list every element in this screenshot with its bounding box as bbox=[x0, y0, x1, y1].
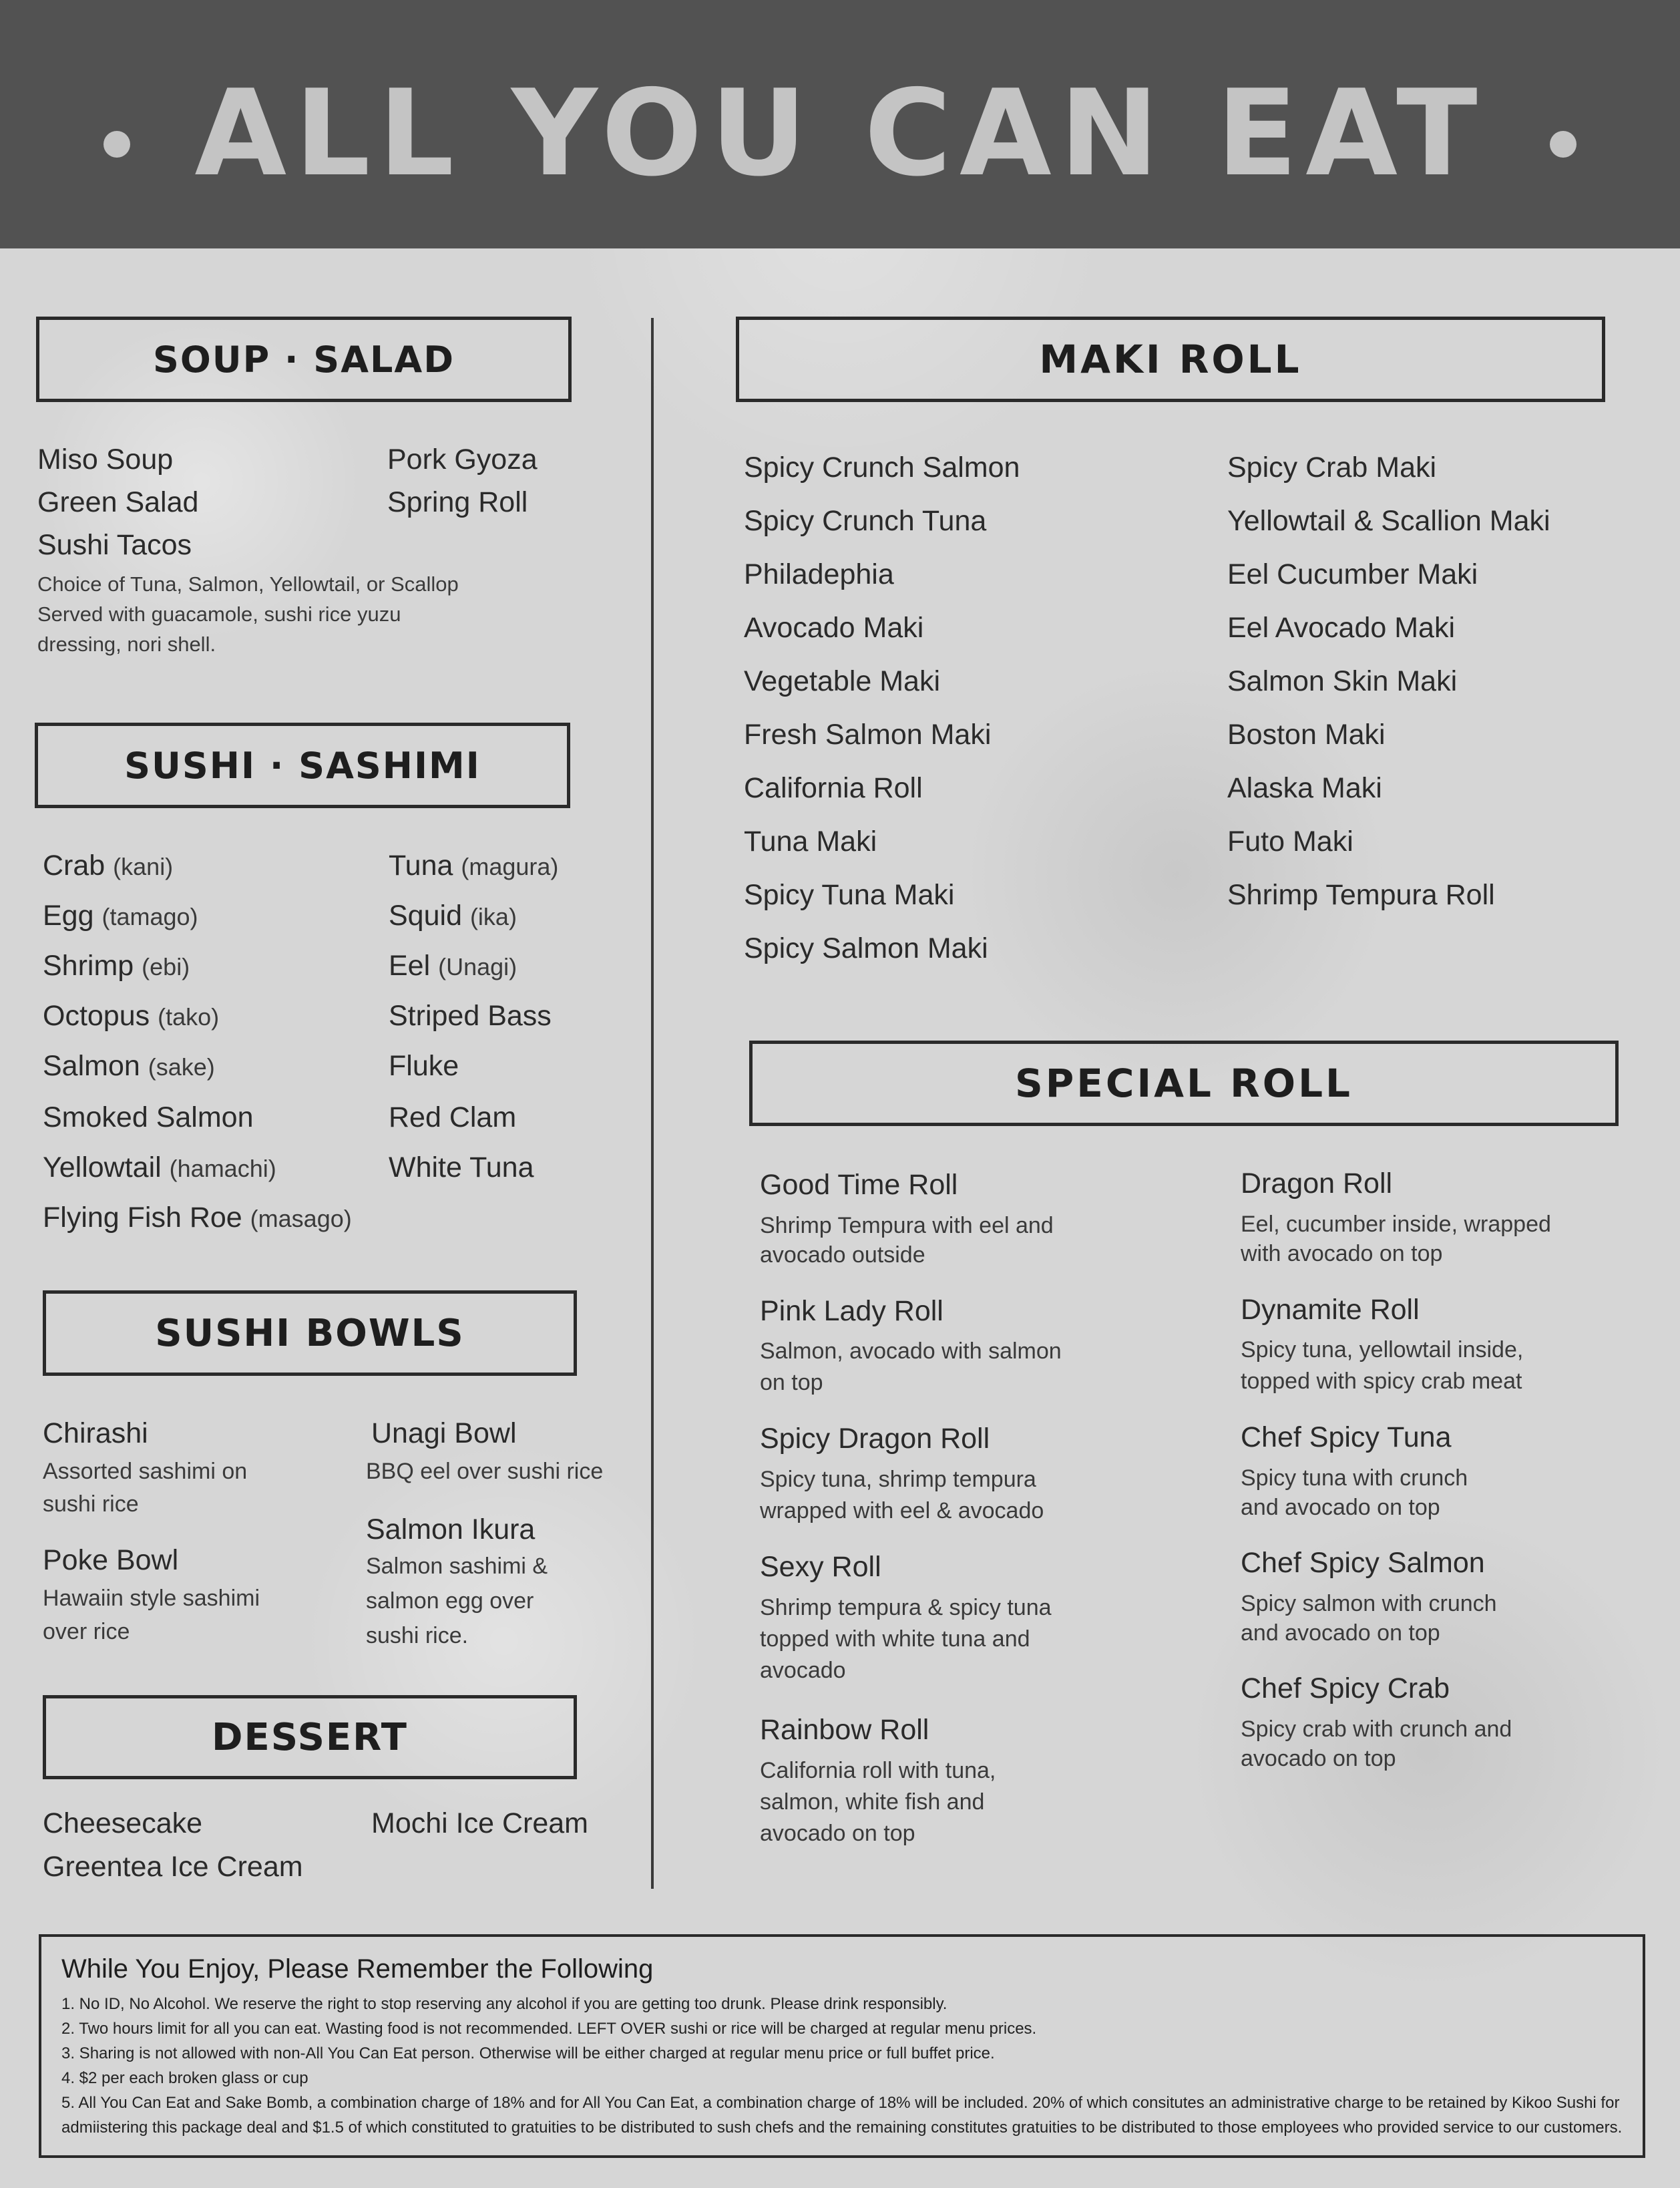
menu-item: Miso Soup bbox=[37, 443, 174, 476]
menu-item bbox=[389, 848, 558, 884]
menu-item: Chirashi bbox=[43, 1417, 148, 1449]
item-name: Egg bbox=[43, 900, 94, 932]
item-japanese-name: (kani) bbox=[113, 853, 174, 880]
item-description: avocado on top bbox=[1241, 1746, 1396, 1771]
menu-item: Spicy Salmon Maki bbox=[744, 932, 988, 964]
item-description: sushi rice. bbox=[366, 1623, 469, 1648]
item-name: Octopus bbox=[43, 1000, 150, 1032]
section-heading-maki-roll bbox=[736, 317, 1605, 402]
menu-item: Futo Maki bbox=[1227, 826, 1353, 858]
section-heading-dessert bbox=[43, 1695, 577, 1779]
menu-item bbox=[389, 998, 552, 1033]
menu-item: Philadephia bbox=[744, 558, 894, 590]
item-japanese-name: (hamachi) bbox=[169, 1155, 276, 1182]
item-japanese-name: (magura) bbox=[461, 853, 559, 880]
item-description: sushi rice bbox=[43, 1491, 139, 1517]
menu-item: Spicy Dragon Roll bbox=[760, 1423, 990, 1455]
menu-item: Green Salad bbox=[37, 486, 199, 518]
item-japanese-name: (ika) bbox=[469, 903, 517, 930]
item-name: Tuna bbox=[389, 850, 453, 882]
menu-item: Spicy Tuna Maki bbox=[744, 879, 955, 911]
menu-item bbox=[43, 948, 190, 984]
item-description: Shrimp Tempura with eel and bbox=[760, 1213, 1054, 1238]
item-description: topped with spicy crab meat bbox=[1241, 1369, 1522, 1394]
item-description: Salmon, avocado with salmon bbox=[760, 1338, 1062, 1364]
item-japanese-name: (tamago) bbox=[101, 903, 198, 930]
item-japanese-name: (masago) bbox=[250, 1205, 352, 1232]
menu-item: Chef Spicy Tuna bbox=[1241, 1421, 1452, 1453]
item-name: Smoked Salmon bbox=[43, 1101, 254, 1133]
notice-rule: 4. $2 per each broken glass or cup bbox=[61, 2069, 308, 2087]
menu-item: Chef Spicy Salmon bbox=[1241, 1547, 1485, 1579]
item-description: over rice bbox=[43, 1619, 130, 1644]
notice-box bbox=[39, 1934, 1645, 2158]
item-name: Yellowtail bbox=[43, 1151, 162, 1183]
menu-item: California Roll bbox=[744, 772, 923, 804]
menu-item: Poke Bowl bbox=[43, 1544, 179, 1576]
menu-item: Alaska Maki bbox=[1227, 772, 1382, 804]
notice-rule: 5. All You Can Eat and Sake Bomb, a combination charge of 18% and for All You Can Eat, a combination charge of 18% will be included. 20% of which consitutes an administrative charge to be retained by Kikoo Sushi for bbox=[61, 2094, 1620, 2112]
menu-item bbox=[43, 998, 219, 1035]
item-description: avocado bbox=[760, 1658, 846, 1683]
section-heading-sushi-sashimi bbox=[35, 723, 570, 808]
menu-item: Spicy Crunch Tuna bbox=[744, 505, 987, 537]
menu-item: Dynamite Roll bbox=[1241, 1294, 1420, 1326]
notice-rule: 2. Two hours limit for all you can eat. Wasting food is not recommended. LEFT OVER sushi or rice will be charged at regular menu prices. bbox=[61, 2020, 1037, 2038]
menu-item: Spring Roll bbox=[387, 486, 528, 518]
item-description: Spicy salmon with crunch bbox=[1241, 1591, 1497, 1616]
notice-rule: 1. No ID, No Alcohol. We reserve the right to stop reserving any alcohol if you are getting too drunk. Please drink responsibly. bbox=[61, 1995, 948, 2013]
menu-item: Salmon Ikura bbox=[366, 1513, 536, 1545]
item-description: Choice of Tuna, Salmon, Yellowtail, or Scallop bbox=[37, 572, 459, 596]
menu-item bbox=[43, 848, 173, 884]
menu-item: Fresh Salmon Maki bbox=[744, 719, 992, 751]
notice-rule: 3. Sharing is not allowed with non-All You Can Eat person. Otherwise will be either charged at regular menu price or full buffet price. bbox=[61, 2044, 995, 2062]
menu-item bbox=[389, 1049, 459, 1083]
menu-item bbox=[43, 898, 198, 934]
menu-item bbox=[43, 1049, 215, 1085]
menu-item: Good Time Roll bbox=[760, 1169, 958, 1201]
item-description: topped with white tuna and bbox=[760, 1626, 1030, 1652]
item-description: salmon, white fish and bbox=[760, 1789, 985, 1815]
item-japanese-name: (Unagi) bbox=[438, 953, 517, 980]
column-divider bbox=[651, 318, 654, 1889]
item-description: with avocado on top bbox=[1241, 1241, 1443, 1266]
item-description: avocado outside bbox=[760, 1242, 925, 1268]
menu-item: Salmon Skin Maki bbox=[1227, 665, 1458, 697]
item-description: California roll with tuna, bbox=[760, 1758, 996, 1783]
item-description: Eel, cucumber inside, wrapped bbox=[1241, 1212, 1551, 1237]
item-name: Eel bbox=[389, 950, 431, 982]
menu-item: Eel Avocado Maki bbox=[1227, 612, 1456, 644]
heading-text: SUSHI · SASHIMI bbox=[124, 744, 481, 787]
menu-item: Rainbow Roll bbox=[760, 1714, 929, 1746]
menu-item: Sushi Tacos bbox=[37, 529, 192, 561]
item-description: Served with guacamole, sushi rice yuzu bbox=[37, 602, 401, 626]
menu-item: Spicy Crab Maki bbox=[1227, 451, 1437, 484]
heading-text: MAKI ROLL bbox=[1039, 337, 1302, 382]
item-name: Flying Fish Roe bbox=[43, 1202, 242, 1234]
menu-item: Pork Gyoza bbox=[387, 443, 538, 476]
menu-item: Shrimp Tempura Roll bbox=[1227, 879, 1495, 911]
item-description: Salmon sashimi & bbox=[366, 1554, 548, 1579]
section-heading-sushi-bowls bbox=[43, 1290, 577, 1376]
item-name: Squid bbox=[389, 900, 462, 932]
section-heading-special-roll bbox=[749, 1041, 1619, 1126]
heading-text: DESSERT bbox=[212, 1715, 408, 1759]
item-name: Striped Bass bbox=[389, 1000, 552, 1032]
item-description: and avocado on top bbox=[1241, 1620, 1440, 1646]
menu-item bbox=[43, 1150, 276, 1186]
item-japanese-name: (tako) bbox=[158, 1003, 220, 1031]
menu-item: Avocado Maki bbox=[744, 612, 924, 644]
menu-item: Boston Maki bbox=[1227, 719, 1386, 751]
item-name: Crab bbox=[43, 850, 106, 882]
notice-rule: admiistering this package deal and $1.5 of which constituted to gratuities to be distributed to sush chefs and the remaining constitutes gratuities to be distributed to those employees who provided service to our customers. bbox=[61, 2119, 1623, 2137]
menu-item: Tuna Maki bbox=[744, 826, 877, 858]
menu-item bbox=[389, 948, 517, 984]
item-description: Shrimp tempura & spicy tuna bbox=[760, 1595, 1052, 1620]
menu-item bbox=[389, 898, 517, 934]
item-name: Fluke bbox=[389, 1050, 459, 1082]
right-bullet-icon bbox=[1550, 131, 1577, 158]
menu-item bbox=[43, 1200, 352, 1236]
menu-item: Sexy Roll bbox=[760, 1551, 881, 1583]
menu-item bbox=[389, 1100, 516, 1135]
menu-item: Cheesecake bbox=[43, 1807, 203, 1839]
menu-item: Chef Spicy Crab bbox=[1241, 1672, 1450, 1704]
menu-item: Yellowtail & Scallion Maki bbox=[1227, 505, 1550, 537]
item-description: salmon egg over bbox=[366, 1588, 534, 1614]
heading-text: SUSHI BOWLS bbox=[155, 1311, 465, 1355]
menu-item: Pink Lady Roll bbox=[760, 1295, 943, 1327]
menu-item: Spicy Crunch Salmon bbox=[744, 451, 1020, 484]
item-name: Salmon bbox=[43, 1050, 140, 1082]
item-description: wrapped with eel & avocado bbox=[760, 1498, 1044, 1523]
item-description: Hawaiin style sashimi bbox=[43, 1586, 260, 1611]
item-name: Red Clam bbox=[389, 1101, 517, 1133]
section-heading-soup-salad bbox=[36, 317, 572, 402]
header-banner bbox=[0, 0, 1680, 248]
menu-item: Dragon Roll bbox=[1241, 1167, 1393, 1200]
menu-item: Unagi Bowl bbox=[371, 1417, 517, 1449]
menu-item: Eel Cucumber Maki bbox=[1227, 558, 1478, 590]
item-name: White Tuna bbox=[389, 1151, 534, 1183]
item-name: Shrimp bbox=[43, 950, 134, 982]
page-title: ALL YOU CAN EAT bbox=[194, 64, 1486, 202]
item-japanese-name: (ebi) bbox=[142, 953, 190, 980]
heading-text: SPECIAL ROLL bbox=[1015, 1061, 1353, 1106]
item-description: Spicy tuna, yellowtail inside, bbox=[1241, 1337, 1524, 1362]
item-description: dressing, nori shell. bbox=[37, 632, 216, 656]
notice-title: While You Enjoy, Please Remember the Following bbox=[61, 1954, 654, 1984]
menu-item: Greentea Ice Cream bbox=[43, 1851, 303, 1883]
item-description: Spicy tuna, shrimp tempura bbox=[760, 1467, 1036, 1492]
menu-item: Vegetable Maki bbox=[744, 665, 941, 697]
item-description: Spicy crab with crunch and bbox=[1241, 1716, 1512, 1742]
menu-item bbox=[389, 1150, 534, 1185]
item-description: Assorted sashimi on bbox=[43, 1459, 248, 1484]
menu-item bbox=[43, 1100, 254, 1135]
item-description: Spicy tuna with crunch bbox=[1241, 1465, 1468, 1491]
item-description: BBQ eel over sushi rice bbox=[366, 1459, 604, 1484]
item-description: on top bbox=[760, 1370, 823, 1395]
item-description: and avocado on top bbox=[1241, 1495, 1440, 1520]
menu-item: Mochi Ice Cream bbox=[371, 1807, 588, 1839]
item-japanese-name: (sake) bbox=[148, 1053, 215, 1081]
heading-text: SOUP · SALAD bbox=[152, 338, 455, 381]
item-description: avocado on top bbox=[760, 1821, 915, 1846]
